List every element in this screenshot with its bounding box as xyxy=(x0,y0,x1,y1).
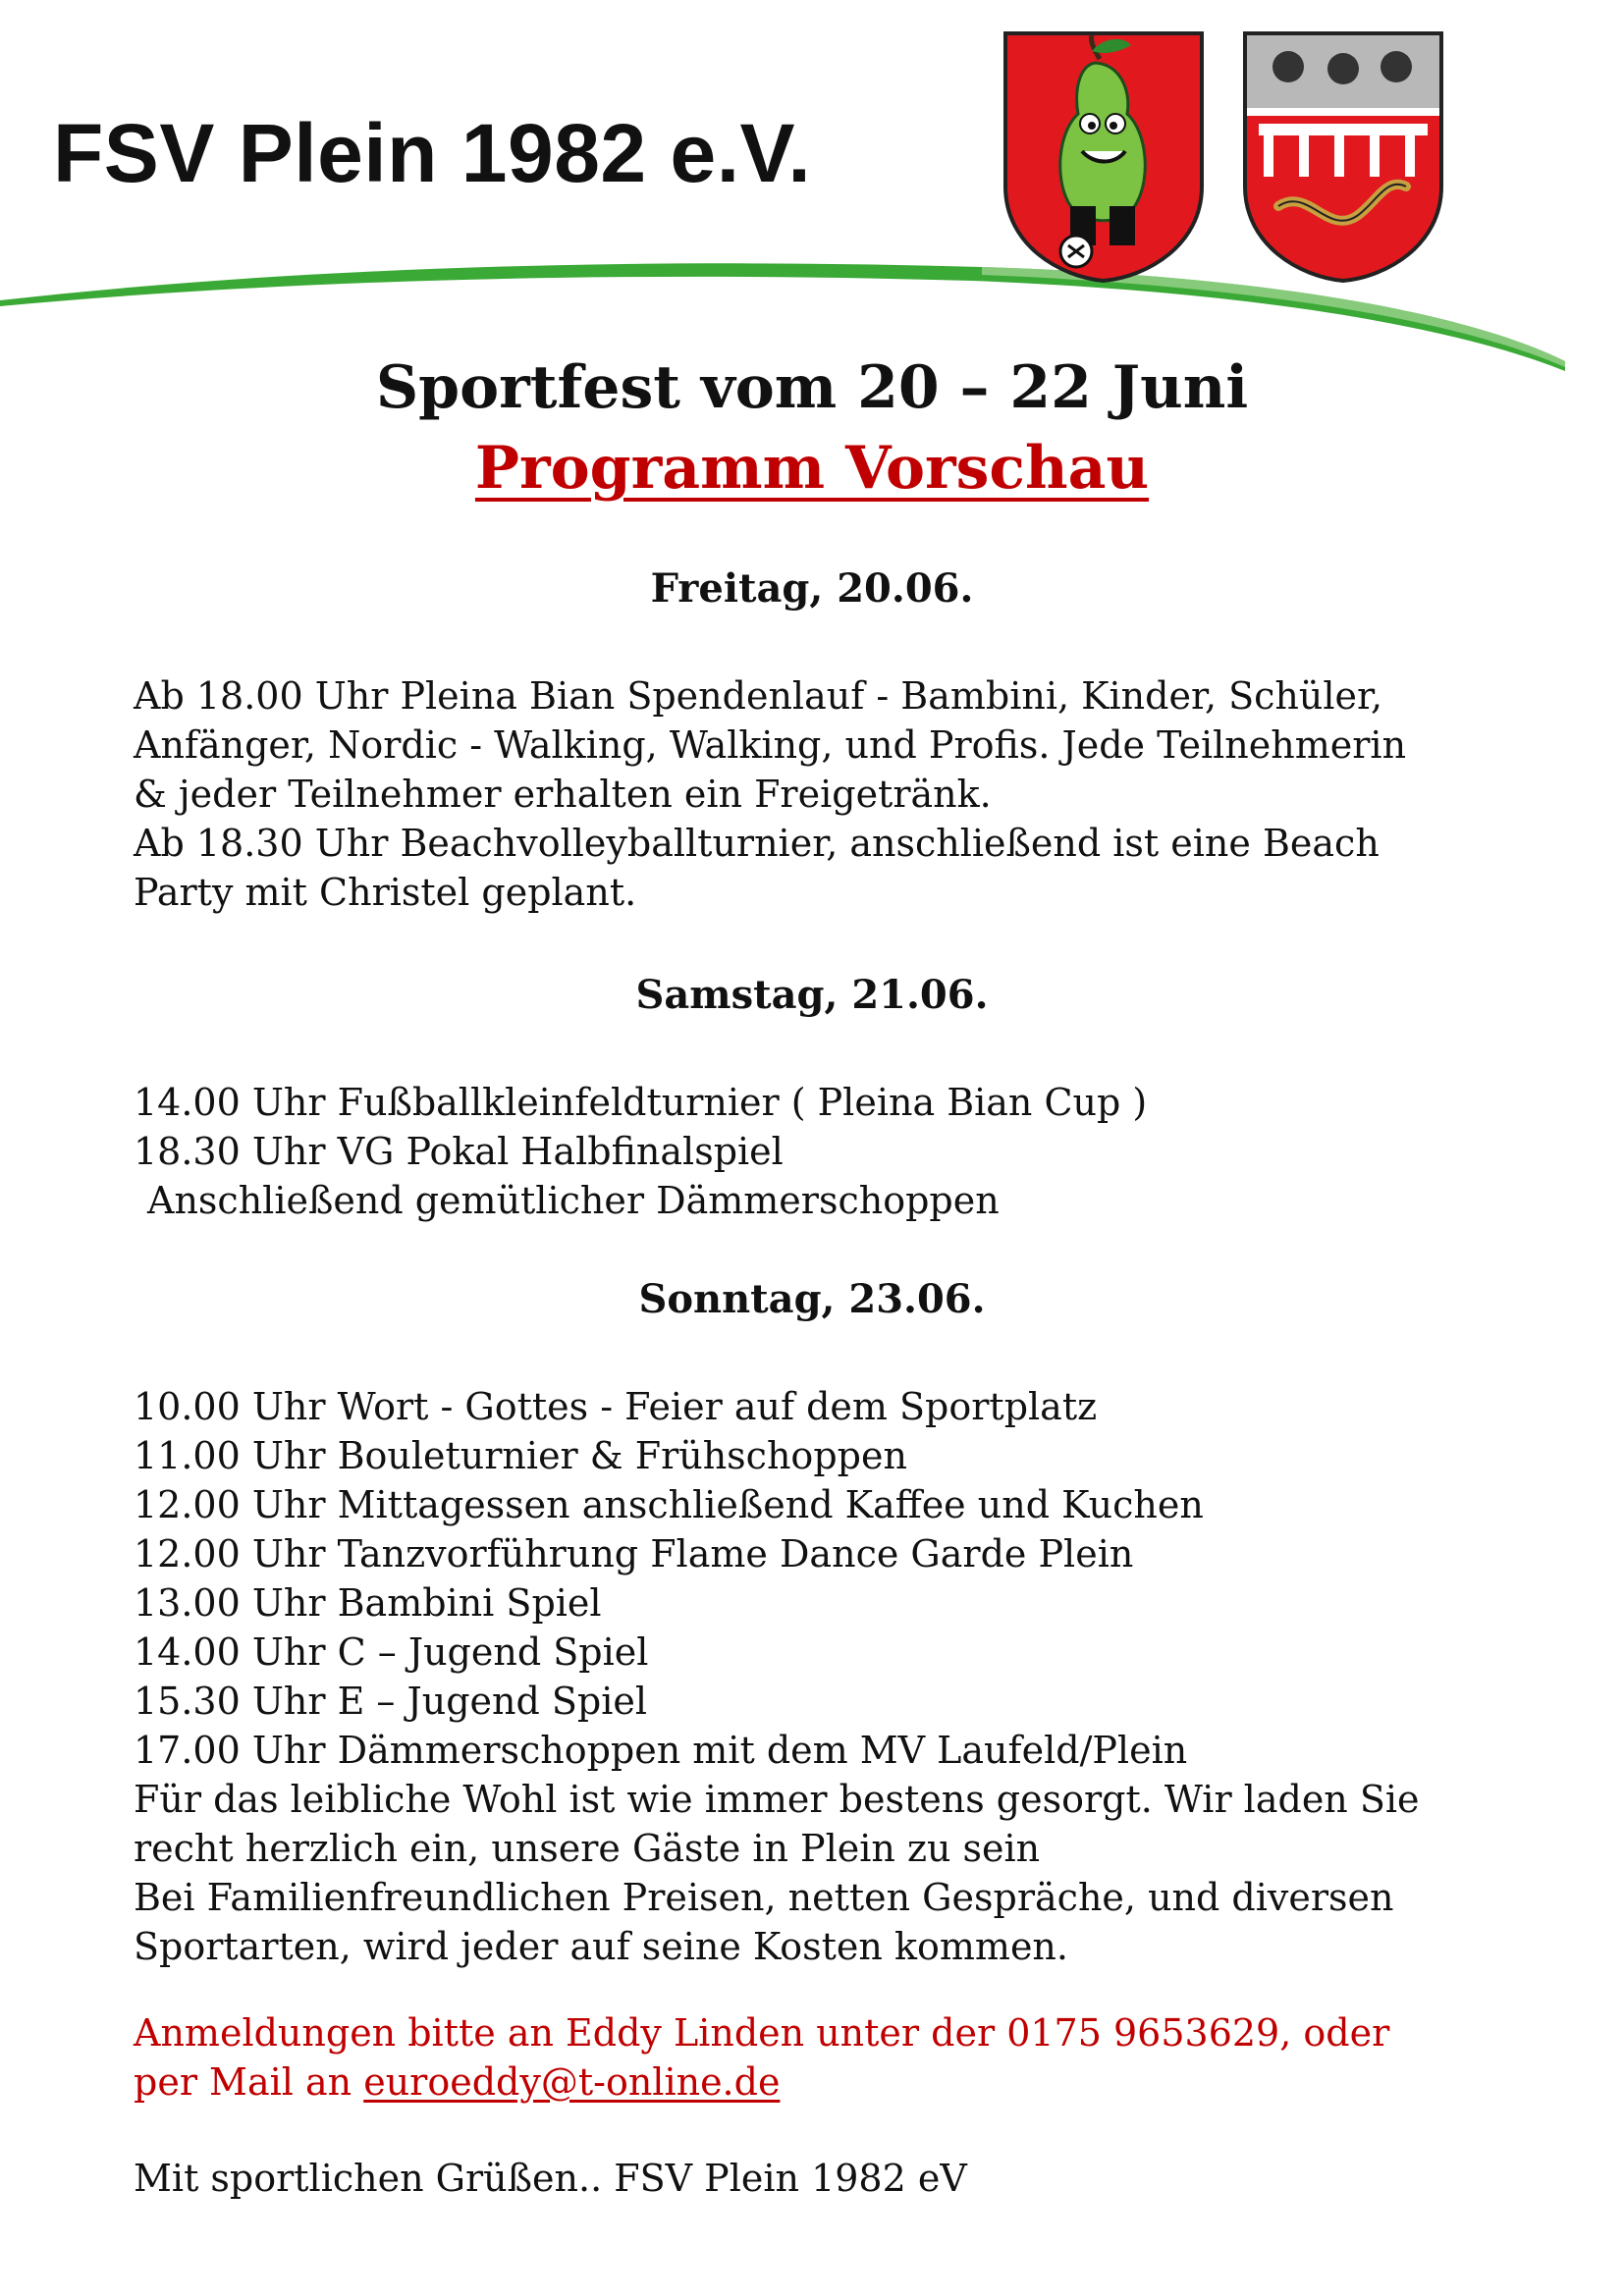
saturday-heading: Samstag, 21.06. xyxy=(635,972,989,1018)
program-line: 10.00 Uhr Wort - Gottes - Feier auf dem Sportplatz xyxy=(134,1385,1098,1428)
program-line: 14.00 Uhr Fußballkleinfeldturnier ( Pleina Bian Cup ) xyxy=(134,1081,1148,1124)
municipal-crest-icon xyxy=(1239,29,1447,285)
program-line: 18.30 Uhr VG Pokal Halbfinalspiel xyxy=(134,1130,784,1173)
registration-info xyxy=(134,2008,1528,2107)
closing-greeting xyxy=(134,2154,1528,2203)
program-line: Für das leibliche Wohl ist wie immer bestens gesorgt. Wir laden Sie xyxy=(134,1778,1420,1821)
program-line: Anschließend gemütlicher Dämmerschoppen xyxy=(147,1179,1000,1222)
program-line: 11.00 Uhr Bouleturnier & Frühschoppen xyxy=(134,1434,907,1477)
program-line: 15.30 Uhr E – Jugend Spiel xyxy=(134,1680,648,1723)
program-line: 17.00 Uhr Dämmerschoppen mit dem MV Laufeld/Plein xyxy=(134,1729,1188,1772)
program-line: 12.00 Uhr Tanzvorführung Flame Dance Garde Plein xyxy=(134,1532,1134,1575)
club-title: FSV Plein 1982 e.V. xyxy=(53,107,812,199)
program-line: Party mit Christel geplant. xyxy=(134,871,637,914)
sunday-heading: Sonntag, 23.06. xyxy=(638,1276,986,1322)
program-line: & jeder Teilnehmer erhalten ein Freigetränk. xyxy=(134,773,992,816)
program-line: Anfänger, Nordic - Walking, Walking, und Profis. Jede Teilnehmerin xyxy=(134,723,1407,767)
program-line: 14.00 Uhr C – Jugend Spiel xyxy=(134,1630,649,1674)
email-link[interactable]: euroeddy@t-online.de xyxy=(363,2060,781,2104)
friday-program xyxy=(134,671,1528,917)
program-line: Sportarten, wird jeder auf seine Kosten kommen. xyxy=(134,1925,1068,1968)
event-subtitle-text: Programm Vorschau xyxy=(474,434,1150,503)
sunday-program xyxy=(134,1382,1528,1971)
club-crest-pear-icon xyxy=(1000,29,1208,285)
program-line: Ab 18.00 Uhr Pleina Bian Spendenlauf - Bambini, Kinder, Schüler, xyxy=(134,674,1383,718)
program-line: 13.00 Uhr Bambini Spiel xyxy=(134,1581,602,1625)
registration-mail-prefix: per Mail an xyxy=(134,2060,364,2104)
registration-line: Anmeldungen bitte an Eddy Linden unter der 0175 9653629, oder xyxy=(134,2011,1390,2055)
registration-line-email xyxy=(134,2057,1528,2107)
program-line: 12.00 Uhr Mittagessen anschließend Kaffee und Kuchen xyxy=(134,1483,1204,1526)
friday-heading: Freitag, 20.06. xyxy=(650,565,974,612)
event-subtitle xyxy=(0,434,1624,503)
closing-line: Mit sportlichen Grüßen.. FSV Plein 1982 eV xyxy=(134,2157,967,2200)
program-line: Bei Familienfreundlichen Preisen, netten Gespräche, und diversen xyxy=(134,1876,1394,1919)
saturday-program xyxy=(134,1078,1528,1225)
program-line: recht herzlich ein, unsere Gäste in Plein zu sein xyxy=(134,1827,1041,1870)
event-title: Sportfest vom 20 – 22 Juni xyxy=(375,353,1249,422)
program-line: Ab 18.30 Uhr Beachvolleyballturnier, anschließend ist eine Beach xyxy=(134,822,1380,865)
